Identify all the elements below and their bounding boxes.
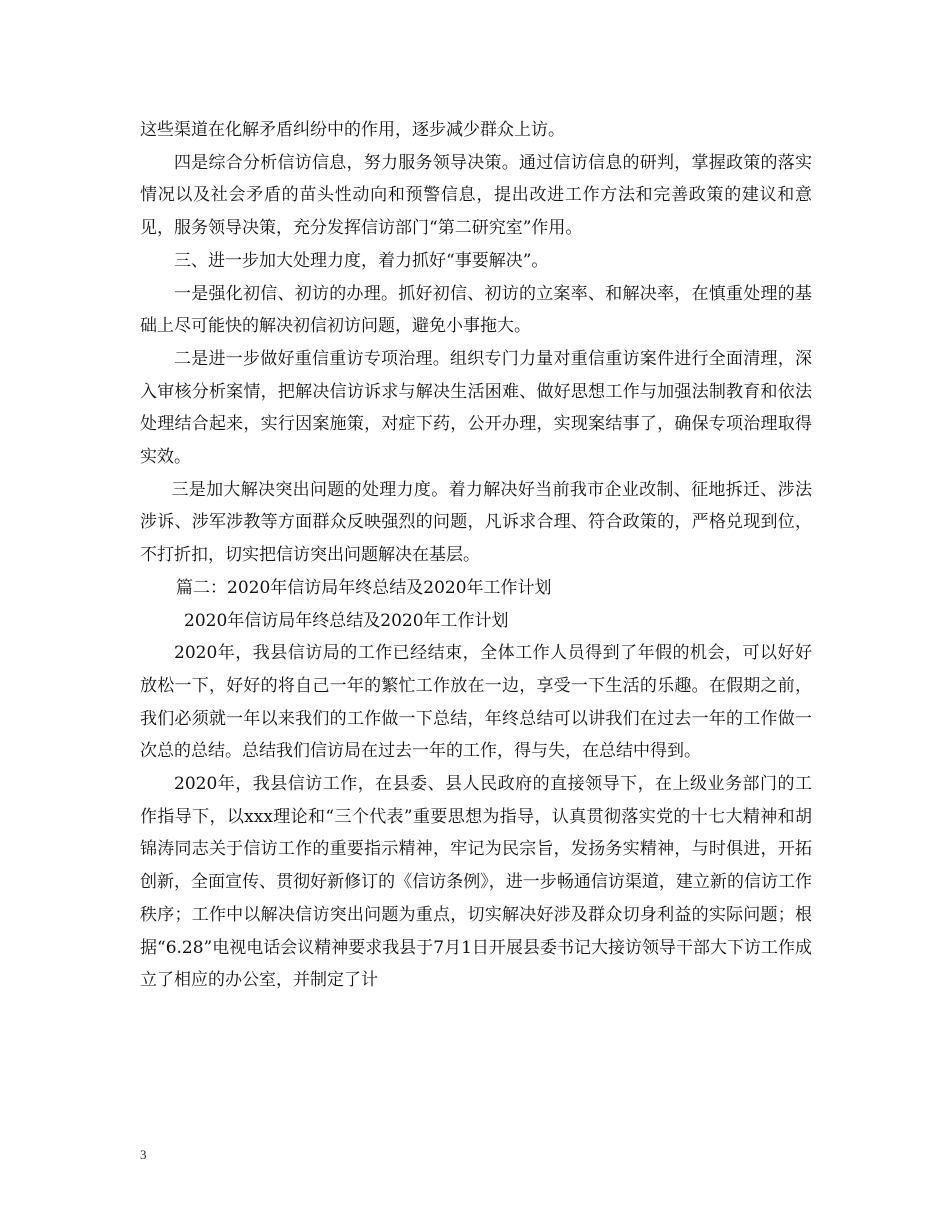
paragraph-point-four: 四是综合分析信访信息，努力服务领导决策。通过信访信息的研判，掌握政策的落实情况以及社会矛盾的苗头性动向和预警信息，提出改进工作方法和完善政策的建议和意见，服务领导决策，充分发挥信访部门“第二研究室”作用。 <box>140 152 812 239</box>
paragraph-summary: 2020年，我县信访工作，在县委、县人民政府的直接领导下，在上级业务部门的工作指导下，以xxx理论和“三个代表”重要思想为指导，认真贯彻落实党的十七大精神和胡锦涛同志关于信访工作的重要指示精神，牢记为民宗旨，发扬务实精神，与时俱进，开拓创新，全面宣传、贯彻好新修订的《信访条例》，进一步畅通信访渠道，建立新的信访工作秩序；工作中以解决信访突出问题为重点，切实解决好涉及群众切身利益的实际问题；根据“6.28”电视电话会议精神要求我县于7月1日开展县委书记大接访领导干部大下访工作成立了相应的办公室，并制定了计 <box>140 774 812 991</box>
article-two-title: 2020年信访局年终总结及2020年工作计划 <box>184 610 509 631</box>
article-two-heading: 篇二：2020年信访局年终总结及2020年工作计划 <box>176 577 552 598</box>
paragraph-point-one: 一是强化初信、初访的办理。抓好初信、初访的立案率、和解决率，在慎重处理的基础上尽可能快的解决初信初访问题，避免小事拖大。 <box>140 283 812 337</box>
document-body <box>140 114 812 997</box>
paragraph-point-two: 二是进一步做好重信重访专项治理。组织专门力量对重信重访案件进行全面清理，深入审核分析案情，把解决信访诉求与解决生活困难、做好思想工作与加强法制教育和依法处理结合起来，实行因案施策，对症下药，公开办理，实现案结事了，确保专项治理取得实效。 <box>140 348 812 468</box>
paragraph-intro: 2020年，我县信访局的工作已经结束，全体工作人员得到了年假的机会，可以好好放松一下，好好的将自己一年的繁忙工作放在一边，享受一下生活的乐趣。在假期之前，我们必须就一年以来我们的工作做一下总结，年终总结可以讲我们在过去一年的工作做一次总的总结。总结我们信访局在过去一年的工作，得与失，在总结中得到。 <box>140 643 812 762</box>
paragraph-point-three: 三是加大解决突出问题的处理力度。着力解决好当前我市企业改制、征地拆迁、涉法涉诉、涉军涉教等方面群众反映强烈的问题，凡诉求合理、符合政策的，严格兑现到位，不打折扣，切实把信访突出问题解决在基层。 <box>140 479 812 566</box>
paragraph-continuation: 这些渠道在化解矛盾纠纷中的作用，逐步减少群众上访。 <box>140 120 565 140</box>
section-heading-three: 三、进一步加大处理力度，着力抓好“事要解决”。 <box>174 250 549 271</box>
page-number: 3 <box>140 1147 147 1162</box>
